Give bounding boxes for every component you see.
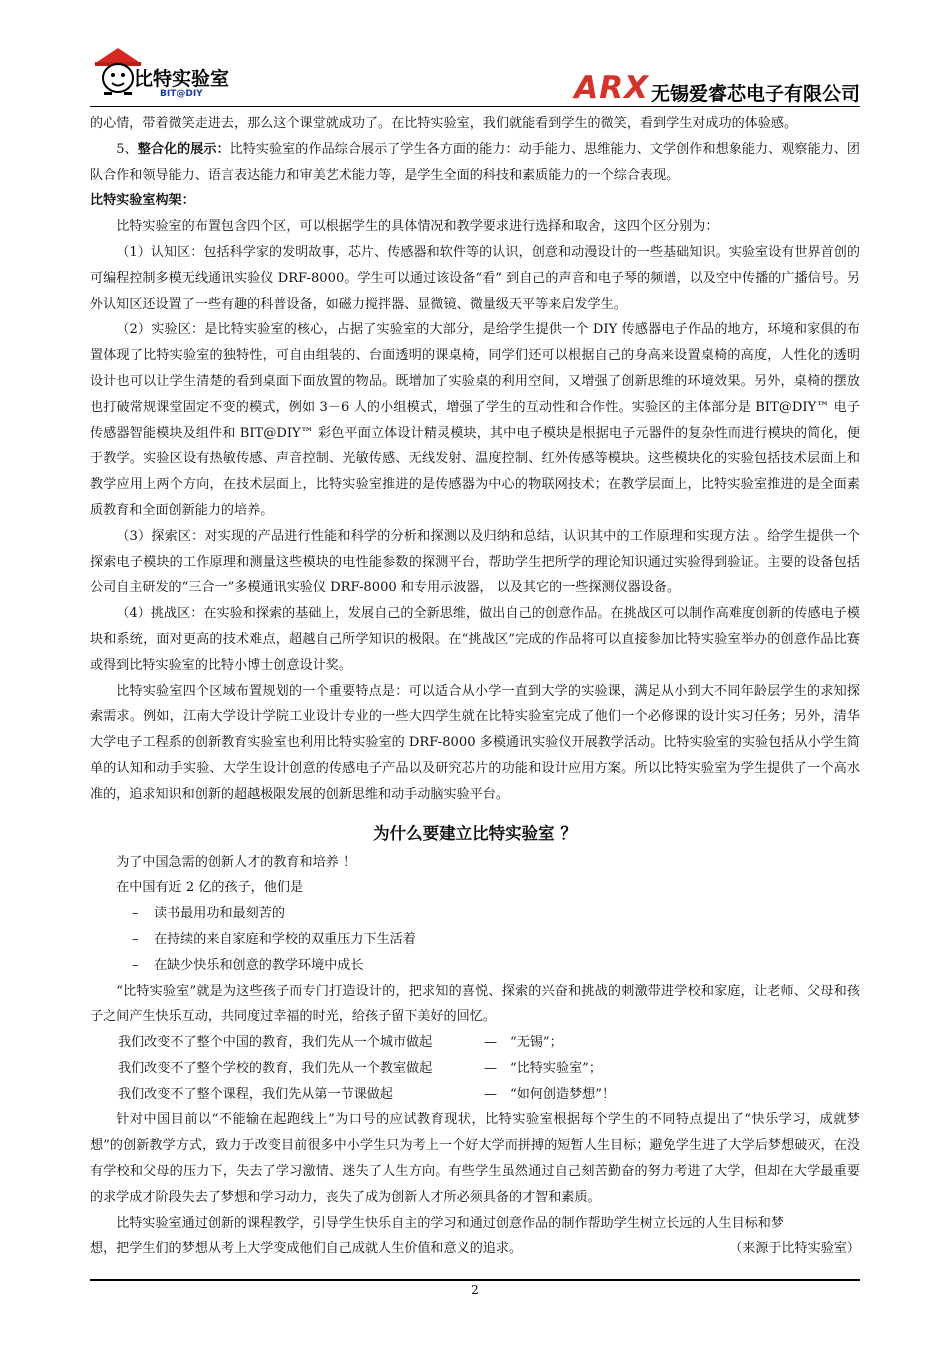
slogan-target: “如何创造梦想”！	[510, 1086, 616, 1102]
section-heading: 比特实验室构架：	[90, 193, 195, 209]
bold-term: 整合化的展示：	[137, 141, 230, 157]
slogan-dash: —	[484, 1035, 498, 1051]
company-brand	[574, 70, 860, 106]
slogan-text: 我们改变不了整个中国的教育，我们先从一个城市做起	[118, 1035, 433, 1051]
company-name: 无锡爱睿芯电子有限公司	[650, 83, 860, 105]
paragraph-text: 想，把学生们的梦想从考上大学变成他们自己成就人生价值和意义的追求。	[90, 1241, 523, 1257]
dash-marker: –	[132, 931, 139, 947]
dash-marker: –	[132, 906, 139, 922]
bit-lab-logo	[90, 42, 240, 104]
paragraph: 针对中国目前以“不能输在起跑线上”为口号的应试教育现状，比特实验室根据每个学生的不同特点提出了“快乐学习，成就梦想”的创新教学方式，致力于改变目前很多中小学生只为考上一个好大学而拼搏的短暂人生目标；避免学生进了大学后梦想破灭，在没有学校和父母的压力下，失去了学习激情、迷失了人生方向。有些学生虽然通过自己刻苦勤奋的努力考进了大学，但却在大学最重要的求学成才阶段失去了梦想和学习动力，丧失了成为创新人才所必须具备的才智和素质。	[90, 1112, 860, 1205]
slogan-text: 我们改变不了整个学校的教育，我们先从一个教室做起	[118, 1060, 433, 1076]
slogan-text: 我们改变不了整个课程，我们先从第一节课做起	[118, 1086, 393, 1102]
paragraph: 比特实验室的布置包含四个区，可以根据学生的具体情况和教学要求进行选择和取舍，这四个区分别为：	[116, 219, 719, 235]
list-item	[90, 901, 860, 927]
paragraph: （3）探索区：对实现的产品进行性能和科学的分析和探测以及归纳和总结，认识其中的工作原理和实现方法 。给学生提供一个探索电子模块的工作原理和测量这些模块的电性能参数的探测平台，帮助学生把所学的理论知识通过实验得到验证。主要的设备包括公司自主研发的“三合一”多模通讯实验仪 DRF-8000 和专用示波器， 以及其它的一些探测仪器设备。	[90, 528, 860, 596]
source-note: （来源于比特实验室）	[729, 1241, 860, 1257]
paragraph: （1）认知区：包括科学家的发明故事，芯片、传感器和软件等的认识，创意和动漫设计的一些基础知识。实验室设有世界首创的可编程控制多模无线通讯实验仪 DRF-8000。学生可以通过该设备“看” 到自己的声音和电子琴的频谱，以及空中传播的广播信号。另外认知区还设置了一些有趣的科普设备，如磁力搅拌器、显微镜、微量级天平等来启发学生。	[90, 244, 860, 312]
paragraph: （2）实验区：是比特实验室的核心，占据了实验室的大部分，是给学生提供一个 DIY 传感器电子作品的地方，环境和家俱的布置体现了比特实验室的独特性，可自由组装的、台面透明的课桌椅，同学们还可以根据自己的身高来设置桌椅的高度，人性化的透明设计也可以让学生清楚的看到桌面下面放置的物品。既增加了实验桌的利用空间，又增强了创新思维的环境效果。另外，桌椅的摆放也打破常规课堂固定不变的模式，例如 3－6 人的小组模式，增强了学生的互动性和合作性。实验区的主体部分是 BIT@DIY™ 电子传感器智能模块及组件和 BIT@DIY™ 彩色平面立体设计精灵模块，其中电子模块是根据电子元器件的复杂性而进行模块的简化，便于教学。实验区设有热敏传感、声音控制、光敏传感、无线发射、温度控制、红外传感等模块。这些模块化的实验包括技术层面上和教学应用上两个方向，在技术层面上，比特实验室推进的是传感器为中心的物联网技术；在教学层面上，比特实验室推进的是全面素质教育和全面创新能力的培养。	[90, 322, 860, 518]
paragraph: 在中国有近 2 亿的孩子，他们是	[116, 880, 304, 896]
slogan-row	[90, 1056, 860, 1082]
slogan-dash: —	[484, 1086, 498, 1102]
slogan-dash: —	[484, 1060, 498, 1076]
slogan-target: “比特实验室”；	[510, 1060, 602, 1076]
slogan-row	[90, 1030, 860, 1056]
list-item	[90, 953, 860, 979]
section-title: 为什么要建立比特实验室 ？	[373, 823, 577, 843]
header-divider	[90, 106, 860, 107]
list-number: 5、	[116, 141, 138, 157]
paragraph: 比特实验室通过创新的课程教学，引导学生快乐自主的学习和通过创意作品的制作帮助学生树立长远的人生目标和梦	[116, 1215, 784, 1231]
paragraph: 为了中国急需的创新人才的教育和培养 ！	[116, 854, 357, 870]
list-item	[90, 927, 860, 953]
list-item-text: 在持续的来自家庭和学校的双重压力下生活着	[154, 931, 416, 947]
dash-marker: –	[132, 957, 139, 973]
footer-divider	[90, 1279, 860, 1281]
paragraph: “比特实验室”就是为这些孩子而专门打造设计的，把求知的喜悦、探索的兴奋和挑战的刺激带进学校和家庭，让老师、父母和孩子之间产生快乐互动，共同度过幸福的时光，给孩子留下美好的回忆。	[90, 983, 860, 1025]
paragraph-end	[90, 1236, 860, 1262]
list-item-text: 在缺少快乐和创意的教学环境中成长	[154, 957, 364, 973]
slogan-target: “无锡”；	[510, 1035, 563, 1051]
paragraph: （4）挑战区：在实验和探索的基础上，发展自己的全新思维，做出自己的创意作品。在挑战区可以制作高难度创新的传感电子模块和系统，面对更高的技术难点，超越自己所学知识的极限。在“挑战区”完成的作品将可以直接参加比特实验室举办的创意作品比赛或得到比特实验室的比特小博士创意设计奖。	[90, 606, 860, 673]
paragraph: 比特实验室四个区域布置规划的一个重要特点是：可以适合从小学一直到大学的实验课，满足从小到大不同年龄层学生的求知探索需求。例如，江南大学设计学院工业设计专业的一些大四学生就在比特实验室完成了他们一个必修课的设计实习任务；另外，清华大学电子工程系的创新教育实验室也利用比特实验室的 DRF-8000 多模通讯实验仪开展教学活动。比特实验室的实验包括从小学生简单的认知和动手实验、大学生设计创意的传感电子产品以及研究芯片的功能和设计应用方案。所以比特实验室为学生提供了一个高水准的，追求知识和创新的超越极限发展的创新思维和动手动脑实验平台。	[90, 683, 861, 802]
page-number: 2	[471, 1283, 479, 1297]
paragraph-text: 比特实验室的作品综合展示了学生各方面的能力：动手能力、思维能力、文学创作和想象能力、观察能力、团队合作和领导能力、语言表达能力和审美艺术能力等，是学生全面的科技和素质能力的一个综合表现。	[90, 141, 861, 183]
paragraph: 的心情，带着微笑走进去，那么这个课堂就成功了。在比特实验室，我们就能看到学生的微笑，看到学生对成功的体验感。	[90, 116, 798, 131]
logo-subtitle: BIT@DIY	[160, 89, 203, 99]
arx-brand-mark: ARX	[574, 70, 649, 106]
logo-text: 比特实验室	[134, 68, 230, 90]
document-body	[90, 111, 860, 1262]
list-item-text: 读书最用功和最刻苦的	[154, 906, 285, 922]
slogan-row	[90, 1082, 860, 1108]
page-header	[90, 42, 860, 108]
paragraph	[90, 137, 860, 189]
